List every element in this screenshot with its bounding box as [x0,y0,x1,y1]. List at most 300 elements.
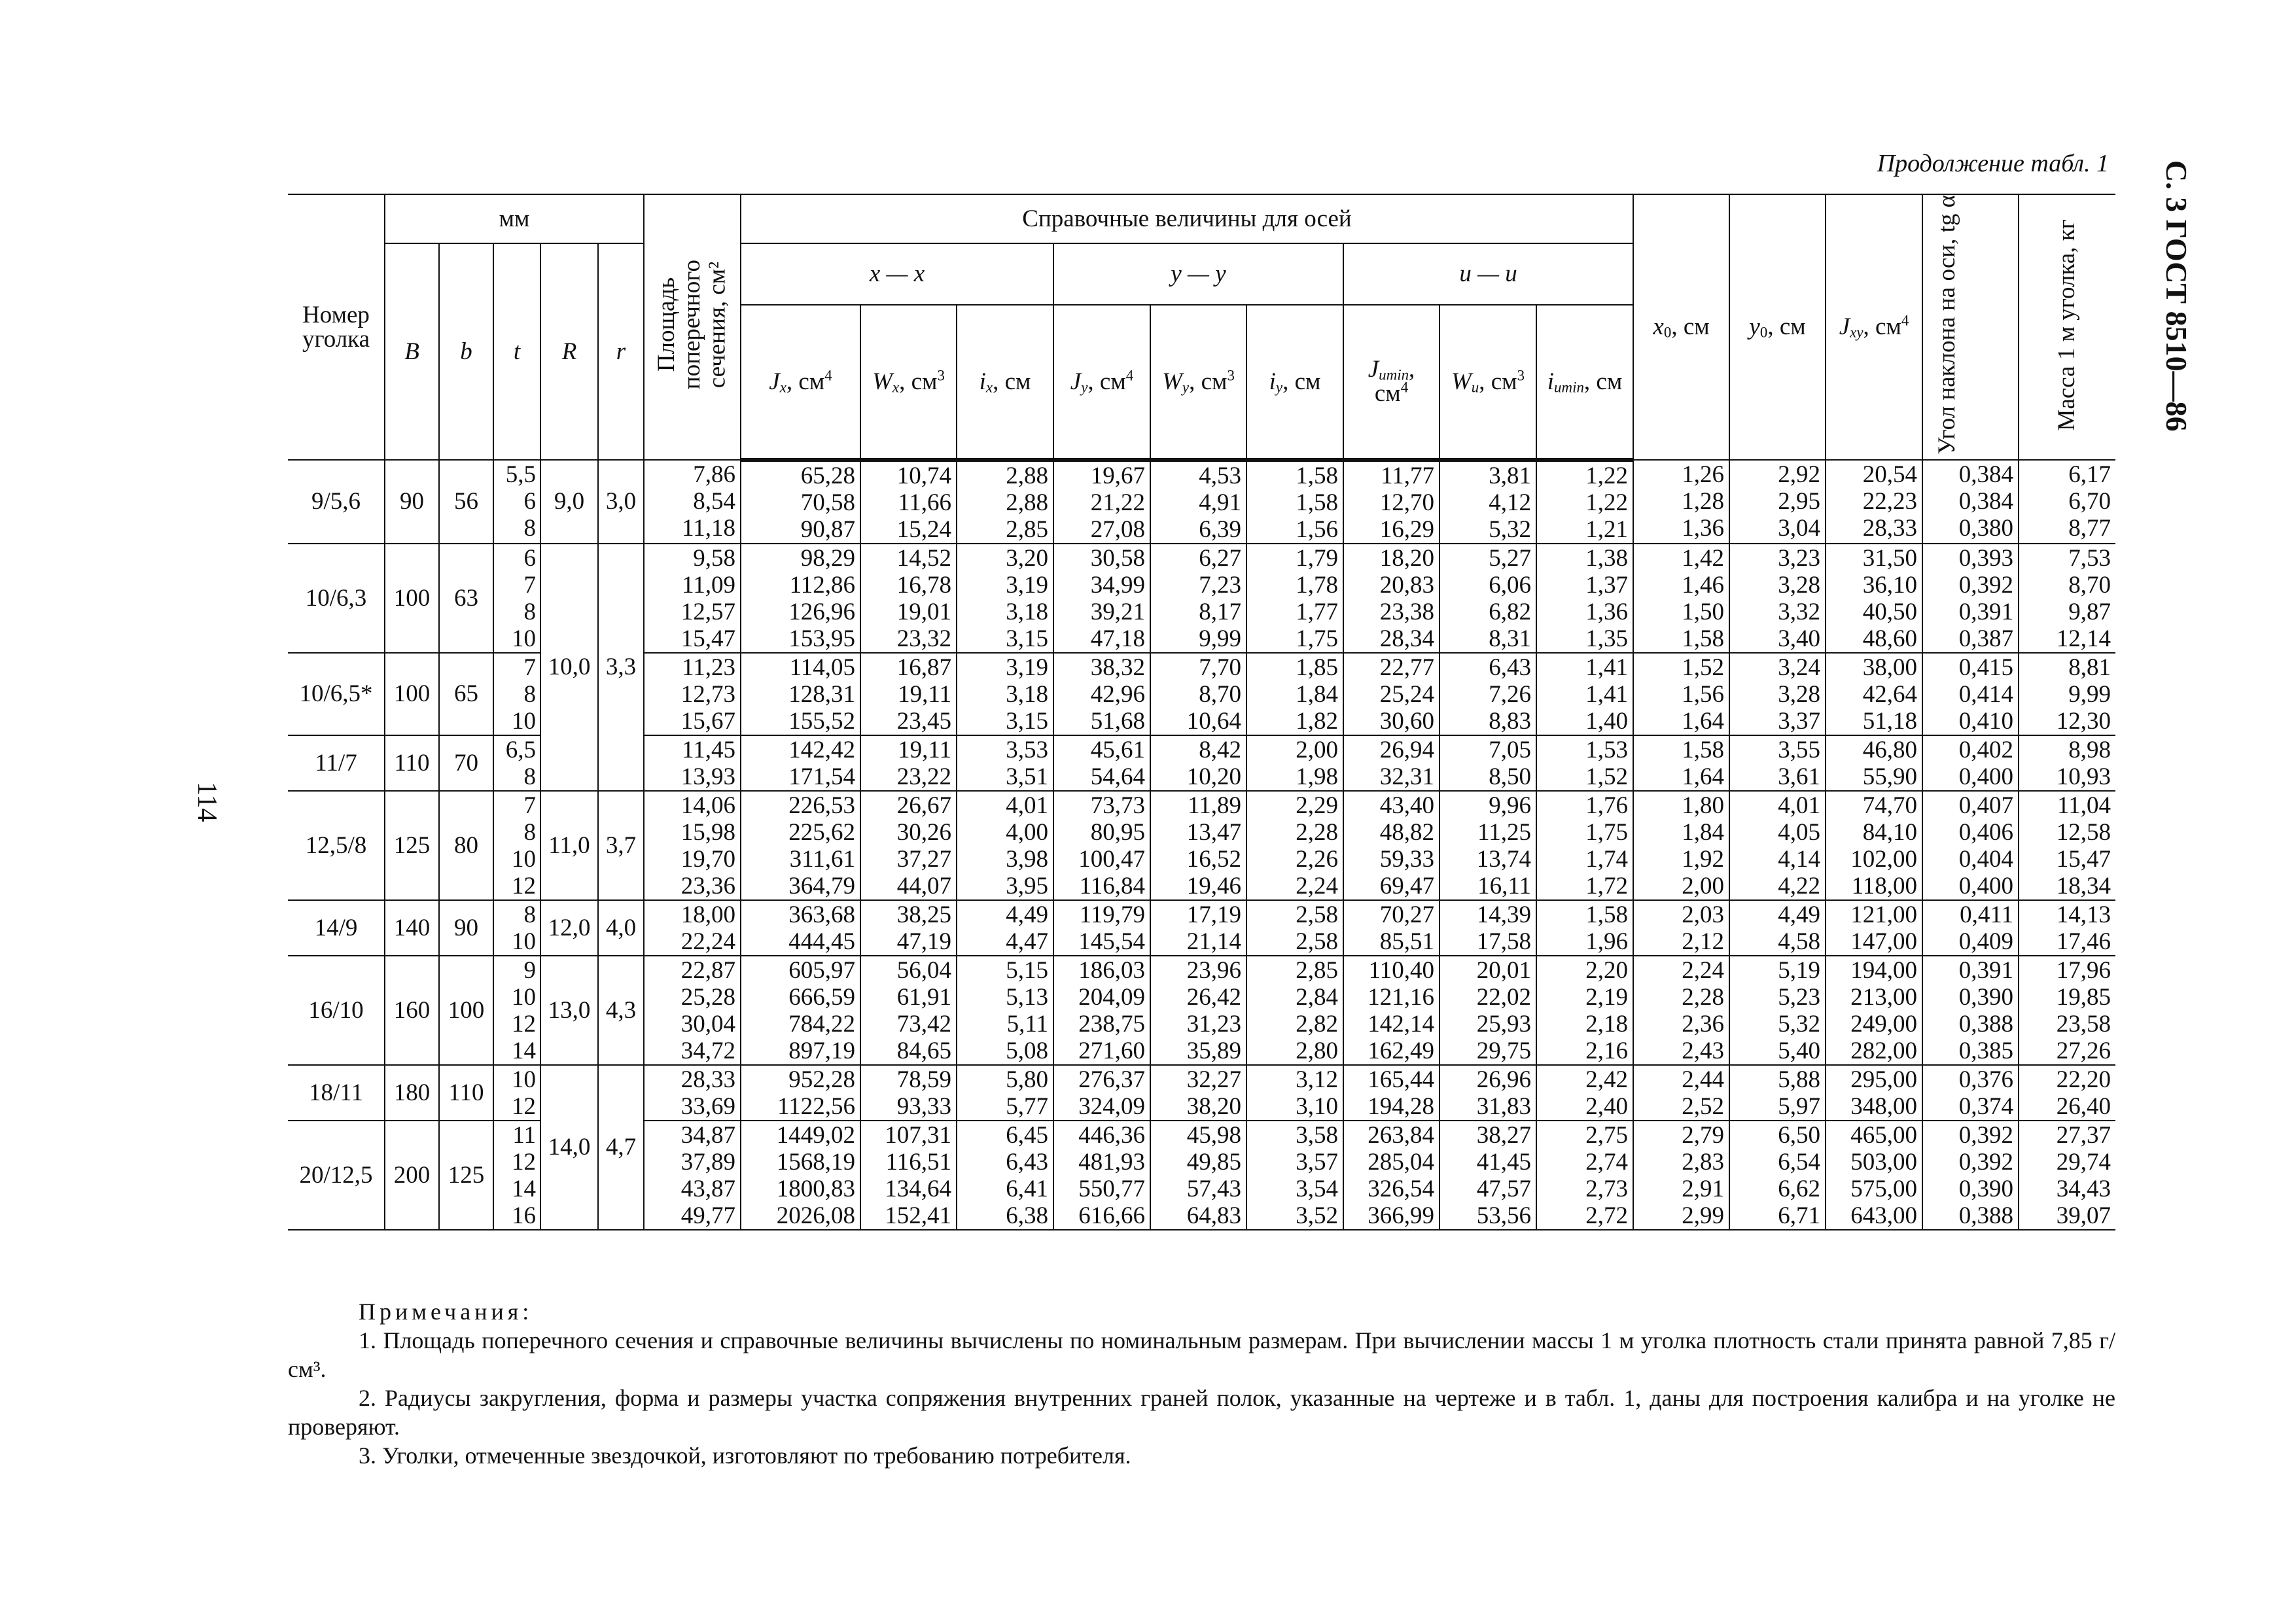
Wx-cell [860,544,957,653]
cell-value: 65,28 [800,462,855,489]
cell-value: 3,52 [1296,1202,1338,1229]
cell-value: 26,40 [2056,1092,2111,1120]
iu-cell [1536,653,1633,735]
cell-value: 43,87 [680,1175,735,1202]
cell-value: 110,40 [1368,956,1434,984]
cell-value: 3,37 [1778,707,1821,735]
header-mm: мм [385,194,644,243]
x0-cell [1633,653,1729,735]
cell-value: 25,93 [1476,1010,1531,1038]
iu-cell [1536,544,1633,653]
cell-value: 3,54 [1296,1175,1338,1202]
cell-value: 6,43 [1489,654,1531,681]
cell-value: 90,87 [800,515,855,543]
R-cell: 10,0 [540,544,598,791]
tg-cell [1922,544,2019,653]
note-item: 1. Площадь поперечного сечения и справочные величины вычислены по номинальным размерам. При вычислении массы 1 м уголка плотность стали принята равной 7,85 г/см³. [288,1327,2115,1382]
cell-value: 5,32 [1489,515,1531,543]
t-cell [493,1121,540,1230]
cell-value: 47,18 [1090,625,1145,652]
cell-value: 1,52 [1682,654,1725,681]
cell-value: 2,92 [1778,461,1821,488]
cell-value: 8 [523,818,536,846]
cell-value: 3,81 [1489,462,1531,489]
cell-value: 0,380 [1958,514,2014,542]
cell-value: 1,58 [1682,736,1725,763]
R-cell: 13,0 [540,956,598,1065]
Wy-cell [1150,1065,1246,1121]
x0-cell [1633,956,1729,1065]
Wu-cell [1439,653,1536,735]
r-cell: 4,3 [598,956,644,1065]
cell-value: 225,62 [788,818,855,846]
Wu-cell [1439,900,1536,956]
cell-value: 155,52 [788,707,855,735]
cell-value: 1,22 [1585,462,1629,489]
Jxy-cell [1826,956,1922,1065]
cell-value: 2,44 [1682,1066,1725,1093]
cell-value: 64,83 [1186,1202,1241,1229]
cell-value: 15,24 [896,515,951,543]
Ju-cell [1343,791,1439,900]
cell-value: 70,27 [1379,901,1434,928]
cell-value: 8,54 [693,487,735,515]
cell-value: 12,58 [2056,818,2111,846]
r-cell: 3,7 [598,791,644,900]
ix-cell [957,735,1053,791]
cell-value: 48,60 [1862,625,1918,652]
Wx-cell [860,900,957,956]
x0-cell [1633,544,1729,653]
cell-value: 51,18 [1862,707,1918,735]
mass-cell [2019,460,2115,544]
y0-cell [1729,900,1826,956]
cell-value: 2,84 [1296,983,1338,1011]
cell-value: 153,95 [788,625,855,652]
angle-number-cell: 10/6,3 [288,544,385,653]
iu-cell [1536,956,1633,1065]
cell-value: 51,68 [1090,707,1145,735]
cell-value: 7 [523,571,536,599]
cell-value: 7,23 [1199,571,1241,599]
cell-value: 4,58 [1778,928,1821,955]
cell-value: 3,95 [1006,872,1048,899]
Jy-cell [1053,544,1150,653]
Wx-cell [860,735,957,791]
x0-cell [1633,460,1729,544]
cell-value: 2026,08 [776,1202,855,1229]
cell-value: 14,52 [896,544,951,572]
cell-value: 19,70 [680,845,735,873]
cell-value: 204,09 [1078,983,1145,1011]
cell-value: 3,32 [1778,598,1821,625]
cell-value: 1,50 [1682,598,1725,625]
cell-value: 12,30 [2056,707,2111,735]
cell-value: 311,61 [789,845,855,873]
b-cell: 56 [439,460,493,544]
cell-value: 0,415 [1958,654,2014,681]
cell-value: 1,84 [1682,818,1725,846]
cell-value: 98,29 [800,544,855,572]
cell-value: 17,19 [1186,901,1241,928]
cell-value: 27,37 [2056,1121,2111,1149]
cell-value: 44,07 [896,872,951,899]
b-cell: 110 [439,1065,493,1121]
Jxy-cell [1826,460,1922,544]
Jy-cell [1053,653,1150,735]
cell-value: 23,96 [1186,956,1241,984]
mass-cell [2019,956,2115,1065]
b-cell: 65 [439,653,493,735]
cell-value: 42,64 [1862,680,1918,708]
cell-value: 10 [512,845,536,873]
R-cell: 12,0 [540,900,598,956]
Wu-cell [1439,1065,1536,1121]
cell-value: 38,25 [896,901,951,928]
cell-value: 1,58 [1682,625,1725,652]
cell-value: 13,47 [1186,818,1241,846]
Jx-cell [741,1121,860,1230]
cell-value: 2,26 [1296,845,1338,873]
cell-value: 32,27 [1186,1066,1241,1093]
cell-value: 0,404 [1958,845,2014,873]
cell-value: 21,22 [1090,489,1145,516]
b-cell: 100 [439,956,493,1065]
tg-cell [1922,900,2019,956]
cell-value: 1,41 [1585,680,1629,708]
cell-value: 8,98 [2068,736,2111,763]
cell-value: 1,98 [1296,763,1338,790]
cell-value: 8,50 [1489,763,1531,790]
cell-value: 9 [523,956,536,984]
cell-value: 48,82 [1379,818,1434,846]
cell-value: 10,93 [2056,763,2111,790]
cell-value: 22,24 [680,928,735,955]
cell-value: 18,34 [2056,872,2111,899]
cell-value: 1,41 [1585,654,1629,681]
cell-value: 1,38 [1585,544,1629,572]
Wy-cell [1150,544,1246,653]
cell-value: 17,58 [1476,928,1531,955]
cell-value: 28,33 [1862,514,1918,542]
cell-value: 616,66 [1078,1202,1145,1229]
cell-value: 35,89 [1186,1037,1241,1064]
iy-cell [1246,460,1343,544]
cell-value: 2,24 [1682,956,1725,984]
cell-value: 28,34 [1379,625,1434,652]
cell-value: 14 [512,1037,536,1064]
cell-value: 28,33 [680,1066,735,1093]
cell-value: 2,82 [1296,1010,1338,1038]
header-wy: $W_y$, $см^3$ [1150,305,1246,460]
cell-value: 19,11 [898,736,951,763]
B-cell: 100 [385,653,439,735]
cell-value: 444,45 [788,928,855,955]
Wu-cell [1439,460,1536,544]
cell-value: 1,42 [1682,544,1725,572]
cell-value: 446,36 [1078,1121,1145,1149]
cell-value: 2,99 [1682,1202,1725,1229]
cell-value: 1,92 [1682,845,1725,873]
cell-value: 17,96 [2056,956,2111,984]
cell-value: 11,77 [1381,462,1434,489]
header-mass: Масса 1 м уголка, кг [2019,194,2115,460]
cell-value: 116,84 [1079,872,1145,899]
mass-cell [2019,900,2115,956]
cell-value: 19,67 [1090,462,1145,489]
cell-value: 1,75 [1585,818,1629,846]
y0-cell [1729,544,1826,653]
cell-value: 1,58 [1296,489,1338,516]
Wx-cell [860,1121,957,1230]
cell-value: 70,58 [800,489,855,516]
cell-value: 1,64 [1682,707,1725,735]
cell-value: 6,39 [1199,515,1241,543]
ix-cell [957,544,1053,653]
cell-value: 4,49 [1778,901,1821,928]
table-body [288,460,2115,1230]
area-cell [644,460,741,544]
Ju-cell [1343,544,1439,653]
cell-value: 10 [512,625,536,652]
cell-value: 121,00 [1850,901,1918,928]
cell-value: 1,52 [1585,763,1629,790]
cell-value: 9,58 [693,544,735,572]
Jx-cell [741,956,860,1065]
cell-value: 271,60 [1078,1037,1145,1064]
ix-cell [957,1065,1053,1121]
cell-value: 19,01 [896,598,951,625]
Wy-cell [1150,956,1246,1065]
area-cell [644,900,741,956]
tg-cell [1922,1065,2019,1121]
area-cell [644,653,741,735]
iu-cell [1536,791,1633,900]
cell-value: 6 [523,487,536,515]
cell-value: 1,40 [1585,707,1629,735]
x0-cell [1633,1065,1729,1121]
angle-number-cell: 14/9 [288,900,385,956]
cell-value: 43,40 [1379,792,1434,819]
header-reference-values: Справочные величины для осей [741,194,1633,243]
cell-value: 10 [512,707,536,735]
tg-cell [1922,460,2019,544]
angle-number-cell: 20/12,5 [288,1121,385,1230]
cell-value: 2,75 [1585,1121,1629,1149]
cell-value: 2,24 [1296,872,1338,899]
cell-value: 605,97 [788,956,855,984]
cell-value: 8,83 [1489,707,1531,735]
angle-number-cell: 10/6,5* [288,653,385,735]
Jx-cell [741,900,860,956]
cell-value: 22,77 [1379,654,1434,681]
cell-value: 366,99 [1368,1202,1434,1229]
cell-value: 6,41 [1006,1175,1048,1202]
header-ju: $J_{umin}$, $см^4$ [1343,305,1439,460]
iu-cell [1536,1121,1633,1230]
header-ix: $i_x$, см [957,305,1053,460]
cell-value: 29,75 [1476,1037,1531,1064]
cell-value: 285,04 [1368,1148,1434,1176]
cell-value: 5,88 [1778,1066,1821,1093]
cell-value: 2,28 [1682,983,1725,1011]
cell-value: 121,16 [1368,983,1434,1011]
angle-properties-table [288,194,2115,1230]
cell-value: 49,85 [1186,1148,1241,1176]
cell-value: 0,384 [1958,487,2014,515]
r-cell: 3,0 [598,460,644,544]
header-iu: $i_{umin}$, см [1536,305,1633,460]
cell-value: 2,83 [1682,1148,1725,1176]
cell-value: 8 [523,901,536,928]
cell-value: 0,414 [1958,680,2014,708]
cell-value: 6,71 [1778,1202,1821,1229]
cell-value: 12,14 [2056,625,2111,652]
Jy-cell [1053,791,1150,900]
cell-value: 37,27 [896,845,951,873]
area-cell [644,791,741,900]
B-cell: 180 [385,1065,439,1121]
cell-value: 6,38 [1006,1202,1048,1229]
header-jxy: $J_{xy}$, $см^4$ [1826,194,1922,460]
cell-value: 11,18 [682,514,735,542]
area-cell [644,735,741,791]
cell-value: 0,385 [1958,1037,2014,1064]
Jx-cell [741,791,860,900]
tg-cell [1922,956,2019,1065]
cell-value: 0,392 [1958,1148,2014,1176]
R-cell: 11,0 [540,791,598,900]
cell-value: 165,44 [1368,1066,1434,1093]
cell-value: 61,91 [896,983,951,1011]
cell-value: 2,80 [1296,1037,1338,1064]
cell-value: 26,67 [896,792,951,819]
header-R: R [540,243,598,460]
cell-value: 4,91 [1199,489,1241,516]
cell-value: 276,37 [1078,1066,1145,1093]
Wx-cell [860,460,957,544]
cell-value: 326,54 [1368,1175,1434,1202]
cell-value: 73,42 [896,1010,951,1038]
cell-value: 16,87 [896,654,951,681]
cell-value: 0,376 [1958,1066,2014,1093]
iy-cell [1246,544,1343,653]
cell-value: 1,85 [1296,654,1338,681]
cell-value: 3,15 [1006,625,1048,652]
cell-value: 4,22 [1778,872,1821,899]
cell-value: 30,60 [1379,707,1434,735]
cell-value: 1122,56 [777,1092,855,1120]
cell-value: 142,14 [1368,1010,1434,1038]
cell-value: 147,00 [1850,928,1918,955]
Wu-cell [1439,1121,1536,1230]
cell-value: 0,409 [1958,928,2014,955]
table-row [288,900,2115,956]
header-B: B [385,243,439,460]
cell-value: 17,46 [2056,928,2111,955]
t-cell [493,735,540,791]
cell-value: 3,10 [1296,1092,1338,1120]
cell-value: 0,392 [1958,1121,2014,1149]
cell-value: 47,57 [1476,1175,1531,1202]
cell-value: 4,49 [1006,901,1048,928]
header-y0: $y_0$, см [1729,194,1826,460]
Jxy-cell [1826,791,1922,900]
cell-value: 3,20 [1006,544,1048,572]
note-item: 3. Уголки, отмеченные звездочкой, изготовляют по требованию потребителя. [359,1442,1131,1469]
x0-cell [1633,1121,1729,1230]
cell-value: 16,11 [1477,872,1531,899]
cell-value: 6,62 [1778,1175,1821,1202]
cell-value: 2,29 [1296,792,1338,819]
cell-value: 5,23 [1778,983,1821,1011]
page-number: 114 [192,782,222,822]
cell-value: 102,00 [1850,845,1918,873]
cell-value: 3,58 [1296,1121,1338,1149]
iy-cell [1246,735,1343,791]
cell-value: 2,95 [1778,487,1821,515]
area-cell [644,1121,741,1230]
cell-value: 93,33 [896,1092,951,1120]
cell-value: 49,77 [680,1202,735,1229]
cell-value: 8,70 [1199,680,1241,708]
cell-value: 0,387 [1958,625,2014,652]
cell-value: 39,07 [2056,1202,2111,1229]
cell-value: 0,402 [1958,736,2014,763]
cell-value: 897,19 [788,1037,855,1064]
cell-value: 3,98 [1006,845,1048,873]
cell-value: 6,82 [1489,598,1531,625]
x0-cell [1633,791,1729,900]
cell-value: 152,41 [885,1202,951,1229]
Wu-cell [1439,544,1536,653]
cell-value: 1,96 [1585,928,1629,955]
cell-value: 20,01 [1476,956,1531,984]
header-iy: $i_y$, см [1246,305,1343,460]
Ju-cell [1343,956,1439,1065]
x0-cell [1633,900,1729,956]
cell-value: 5,27 [1489,544,1531,572]
tg-cell [1922,653,2019,735]
cell-value: 42,96 [1090,680,1145,708]
cell-value: 6,50 [1778,1121,1821,1149]
cell-value: 8,77 [2068,514,2111,542]
cell-value: 1,58 [1585,901,1629,928]
cell-value: 3,23 [1778,544,1821,572]
cell-value: 59,33 [1379,845,1434,873]
cell-value: 73,73 [1090,792,1145,819]
cell-value: 55,90 [1862,763,1918,790]
cell-value: 31,50 [1862,544,1918,572]
cell-value: 10 [512,1066,536,1093]
B-cell: 100 [385,544,439,653]
cell-value: 2,73 [1585,1175,1629,1202]
cell-value: 2,91 [1682,1175,1725,1202]
cell-value: 186,03 [1078,956,1145,984]
cell-value: 1,22 [1585,489,1629,516]
cell-value: 145,54 [1078,928,1145,955]
cell-value: 26,94 [1379,736,1434,763]
cell-value: 80,95 [1090,818,1145,846]
header-tg-alpha: Угол наклона на оси, tg α [1922,194,2019,460]
cell-value: 142,42 [788,736,855,763]
area-cell [644,544,741,653]
cell-value: 4,05 [1778,818,1821,846]
cell-value: 25,28 [680,983,735,1011]
Wy-cell [1150,653,1246,735]
cell-value: 2,00 [1296,736,1338,763]
cell-value: 1,36 [1682,514,1725,542]
